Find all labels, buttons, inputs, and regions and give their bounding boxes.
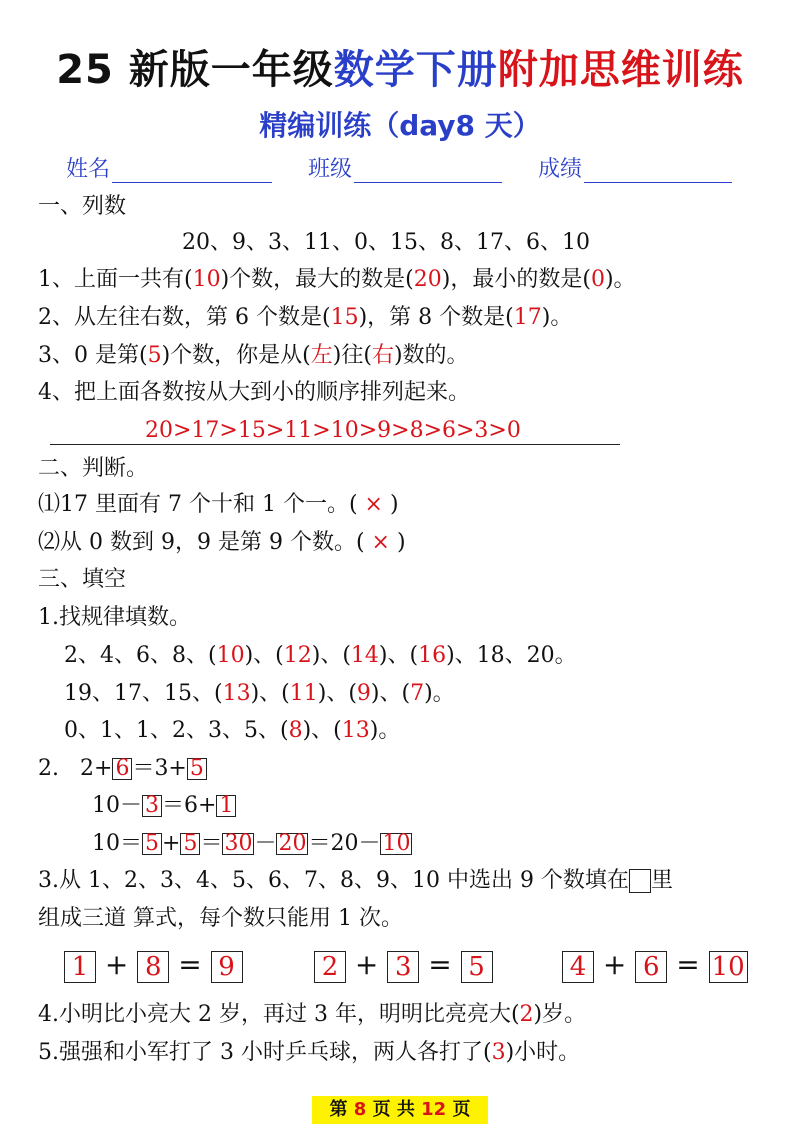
- title-red: 附加思维训练: [497, 47, 744, 93]
- s1-q2: 2、从左往右数，第 6 个数是(15)，第 8 个数是(17)。: [38, 305, 573, 330]
- s2-q1: ⑴17 里面有 7 个十和 1 个一。( × ): [38, 492, 399, 517]
- s3-q3-line2: 组成三道 算式，每个数只能用 1 次。: [38, 906, 403, 931]
- score-label: 成绩: [538, 157, 583, 182]
- subtitle: 精编训练（day8 天）: [259, 109, 541, 142]
- class-field: [308, 152, 502, 183]
- s1-sequence: 20、9、3、11、0、15、8、17、6、10: [182, 230, 590, 255]
- s1-q4: 4、把上面各数按从大到小的顺序排列起来。: [38, 380, 470, 405]
- s1-q4-answer: 20>17>15>11>10>9>8>6>3>0: [145, 418, 521, 443]
- s3-q3-eq3: 4 + 6 = 10: [562, 948, 748, 983]
- s2-q2: ⑵从 0 数到 9，9 是第 9 个数。( × ): [38, 530, 406, 555]
- s3-q1-row2: 19、17、15、(13)、(11)、(9)、(7)。: [64, 681, 455, 706]
- s1-heading: 一、列数: [38, 194, 127, 219]
- class-label: 班级: [308, 157, 353, 182]
- page-footer: 第 8 页 共 12 页: [312, 1096, 488, 1124]
- s3-q4: 4.小明比小亮大 2 岁，再过 3 年，明明比亮亮大(2)岁。: [38, 1002, 587, 1027]
- s3-q1-title: 1.找规律填数。: [38, 605, 191, 630]
- s3-q1-row1: 2、4、6、8、(10)、(12)、(14)、(16)、18、20。: [64, 643, 577, 668]
- title-black: 25 新版一年级: [56, 47, 334, 93]
- s3-q3-line1: 3.从 1、2、3、4、5、6、7、8、9、10 中选出 9 个数填在 里: [38, 868, 673, 893]
- s3-q5: 5.强强和小军打了 3 小时乒乓球，两人各打了(3)小时。: [38, 1040, 581, 1065]
- name-blank[interactable]: [112, 160, 272, 183]
- score-blank[interactable]: [584, 160, 732, 183]
- empty-box-icon: [629, 869, 651, 893]
- s2-heading: 二、判断。: [38, 456, 149, 481]
- s1-q3: 3、0 是第(5)个数，你是从(左)往(右)数的。: [38, 343, 469, 368]
- score-field: [538, 152, 732, 183]
- s3-q1-row3: 0、1、1、2、3、5、(8)、(13)。: [64, 718, 401, 743]
- s3-q3-eq1: 1 + 8 = 9: [64, 948, 243, 983]
- s1-q1: 1、上面一共有(10)个数，最大的数是(20)，最小的数是(0)。: [38, 267, 636, 292]
- title-blue: 数学下册: [333, 47, 498, 93]
- page-title: [0, 38, 800, 95]
- s3-q2-label: 2.: [38, 756, 59, 781]
- class-blank[interactable]: [354, 160, 502, 183]
- s3-q2-eq1: 2+ 6 ＝3+ 5: [80, 754, 207, 784]
- s3-heading: 三、填空: [38, 567, 127, 592]
- s3-q2-eq2: 10－ 3 ＝6+ 1: [92, 791, 236, 821]
- name-field: [66, 152, 272, 183]
- name-label: 姓名: [66, 157, 111, 182]
- s3-q3-eq2: 2 + 3 = 5: [314, 948, 493, 983]
- s3-q2-eq3: 10＝ 5 + 5 ＝30－20＝20－10: [92, 831, 411, 856]
